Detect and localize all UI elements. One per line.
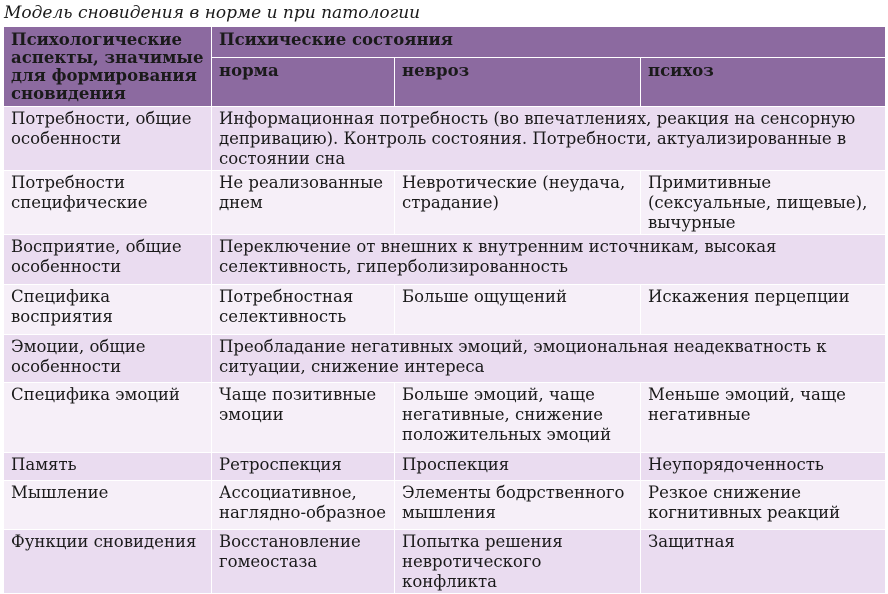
row-norm-value: Не реализованные днем (212, 171, 395, 235)
row-neurosis-value: Больше эмоций, чаще негативные, снижение положительных эмоций (395, 383, 641, 453)
row-aspect: Мышление (4, 481, 212, 530)
row-aspect: Восприятие, общие особенности (4, 235, 212, 285)
row-merged-value: Преобладание негативных эмоций, эмоциональная неадекватность к ситуации, снижение интереса (212, 335, 886, 383)
dream-model-table (3, 26, 886, 594)
table-row (4, 530, 886, 594)
table-row (4, 171, 886, 235)
table-row (4, 481, 886, 530)
header-psychosis: психоз (641, 57, 886, 106)
row-aspect: Функции сновидения (4, 530, 212, 594)
table-row (4, 107, 886, 171)
row-aspect: Потребности специфические (4, 171, 212, 235)
row-aspect: Специфика эмоций (4, 383, 212, 453)
table-row (4, 285, 886, 335)
row-norm-value: Ретроспекция (212, 453, 395, 481)
row-neurosis-value: Проспекция (395, 453, 641, 481)
row-norm-value: Потребностная селективность (212, 285, 395, 335)
row-neurosis-value: Больше ощущений (395, 285, 641, 335)
header-states-group: Психические состояния (212, 27, 886, 58)
table-caption: Модель сновидения в норме и при патологии (4, 3, 421, 23)
header-norm: норма (212, 57, 395, 106)
row-merged-value: Информационная потребность (во впечатлениях, реакция на сенсорную депривацию). Контроль состояния. Потребности, актуализированные в состоянии сна (212, 107, 886, 171)
table-row (4, 235, 886, 285)
row-psychosis-value: Примитивные (сексуальные, пищевые), вычурные (641, 171, 886, 235)
row-psychosis-value: Искажения перцепции (641, 285, 886, 335)
row-psychosis-value: Резкое снижение когнитивных реакций (641, 481, 886, 530)
row-aspect: Потребности, общие особенности (4, 107, 212, 171)
row-aspect: Эмоции, общие особенности (4, 335, 212, 383)
table-row (4, 335, 886, 383)
row-aspect: Память (4, 453, 212, 481)
row-norm-value: Чаще позитивные эмоции (212, 383, 395, 453)
row-neurosis-value: Попытка решения невротического конфликта (395, 530, 641, 594)
row-psychosis-value: Неупорядоченность (641, 453, 886, 481)
row-neurosis-value: Невротические (неудача, страдание) (395, 171, 641, 235)
row-aspect: Специфика восприятия (4, 285, 212, 335)
table-row (4, 453, 886, 481)
row-psychosis-value: Защитная (641, 530, 886, 594)
header-neurosis: невроз (395, 57, 641, 106)
header-aspect: Психологические аспекты, значимые для формирования сновидения (4, 27, 212, 107)
table-row (4, 383, 886, 453)
row-psychosis-value: Меньше эмоций, чаще негативные (641, 383, 886, 453)
row-merged-value: Переключение от внешних к внутренним источникам, высокая селективность, гиперболизированность (212, 235, 886, 285)
row-neurosis-value: Элементы бодрственного мышления (395, 481, 641, 530)
row-norm-value: Ассоциативное, наглядно-образное (212, 481, 395, 530)
row-norm-value: Восстановление гомеостаза (212, 530, 395, 594)
